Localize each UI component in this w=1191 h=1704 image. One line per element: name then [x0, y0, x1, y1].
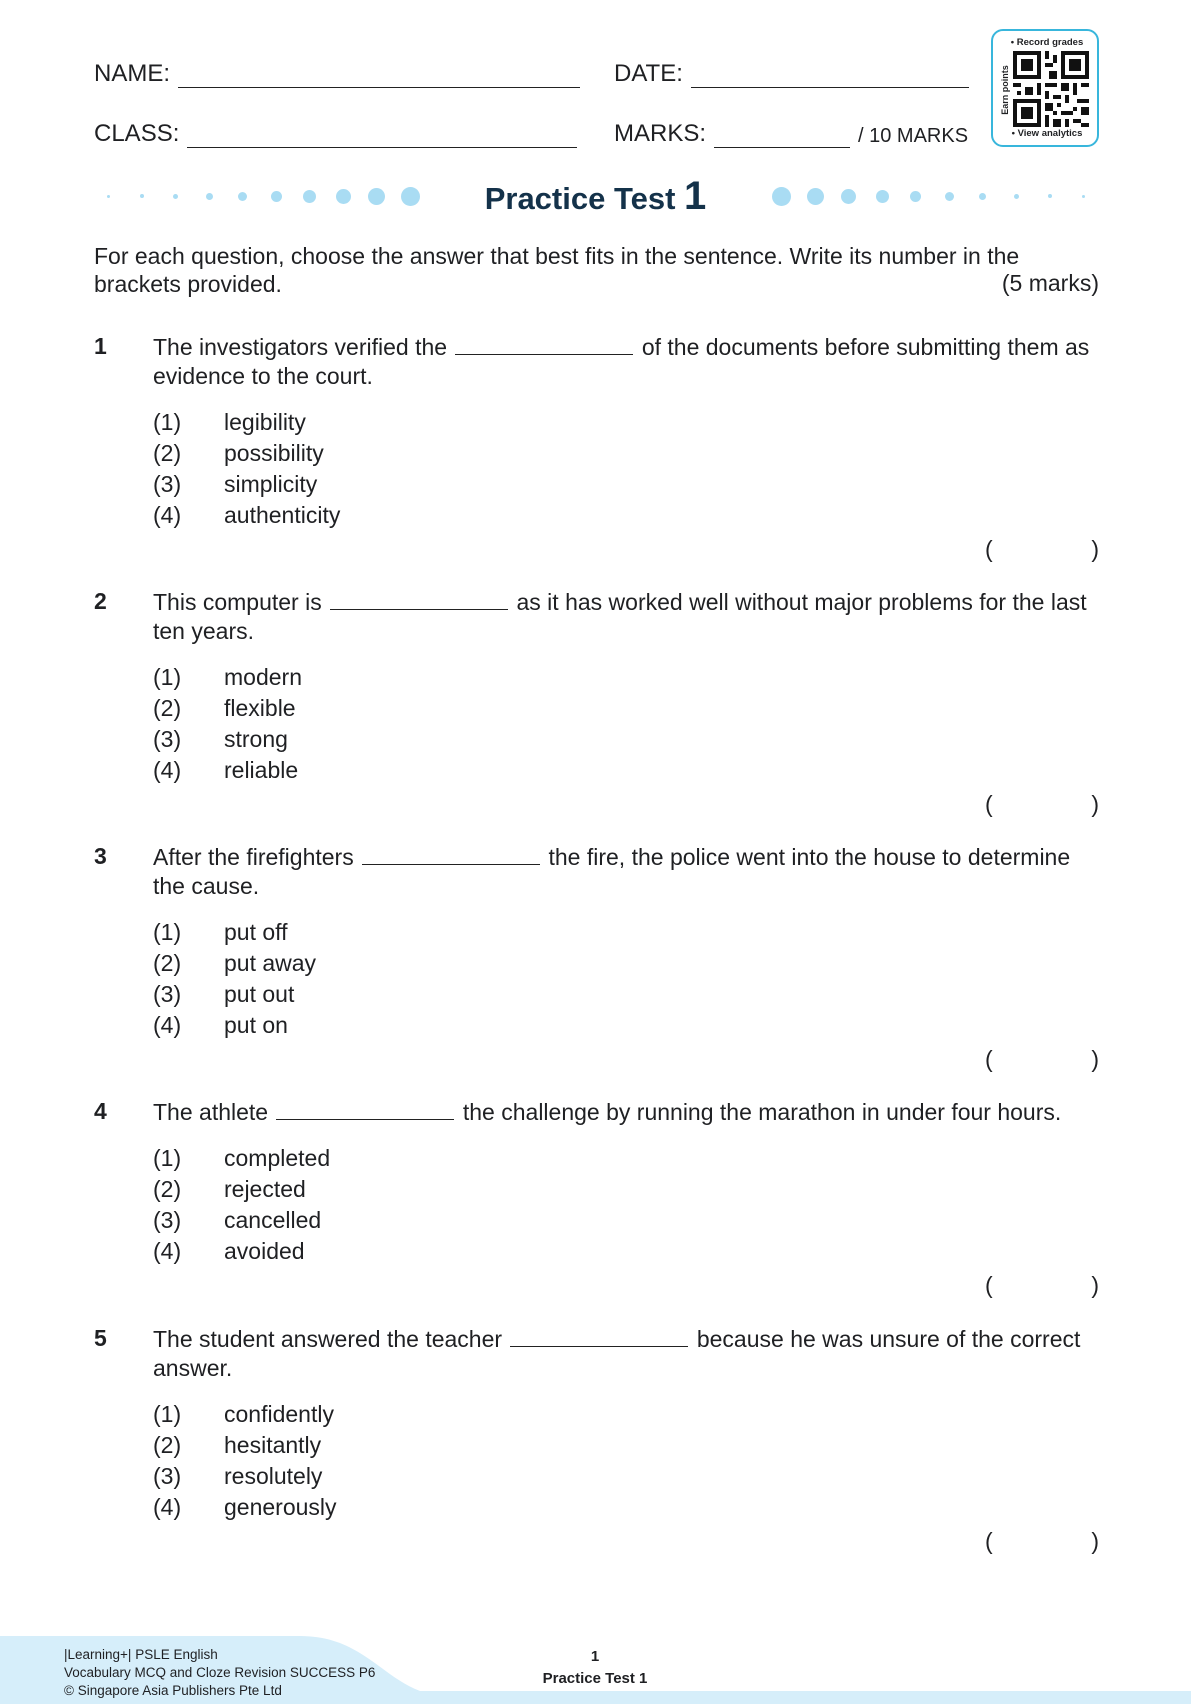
- decorative-dot: [238, 192, 247, 201]
- option[interactable]: [153, 502, 340, 533]
- option-text: authenticity: [224, 502, 341, 528]
- options-list: [153, 664, 302, 788]
- page-title: [440, 174, 751, 219]
- decorative-dot: [336, 189, 351, 204]
- options-list: [153, 409, 340, 533]
- decorative-dot: [1082, 195, 1085, 198]
- option-text: completed: [224, 1145, 331, 1171]
- question-text-before: After the firefighters: [153, 844, 354, 870]
- bracket-open: (: [985, 1046, 993, 1072]
- name-label: NAME:: [94, 60, 171, 87]
- question-text-before: The investigators verified the: [153, 334, 448, 360]
- qr-view-analytics: • View analytics: [1011, 128, 1083, 139]
- option-number: (4): [153, 757, 182, 783]
- answer-blank: [362, 847, 540, 865]
- option-number: (1): [153, 664, 182, 690]
- option-text: reliable: [224, 757, 299, 783]
- page-number: 1: [590, 1648, 600, 1665]
- option-number: (1): [153, 919, 182, 945]
- question-text-after: because he was unsure of the correct answer.: [153, 1326, 1081, 1381]
- option-number: (1): [153, 1145, 182, 1171]
- option[interactable]: [153, 1432, 337, 1463]
- option-number: (2): [153, 1176, 182, 1202]
- option[interactable]: [153, 695, 302, 726]
- option-number: (2): [153, 695, 182, 721]
- decorative-dot: [173, 194, 178, 199]
- option[interactable]: [153, 726, 302, 757]
- option[interactable]: [153, 1238, 330, 1269]
- question-text-before: The student answered the teacher: [153, 1326, 503, 1352]
- bracket-close: ): [1091, 1272, 1099, 1298]
- instructions: For each question, choose the answer that best fits in the sentence. Write its number in the brackets provided.: [94, 243, 1020, 297]
- option-text: legibility: [224, 409, 306, 435]
- option-number: (4): [153, 502, 182, 528]
- option-number: (2): [153, 1432, 182, 1458]
- option-number: (3): [153, 726, 182, 752]
- qr-badge[interactable]: [991, 29, 1099, 147]
- bracket-close: ): [1091, 1046, 1099, 1072]
- option-number: (3): [153, 1207, 182, 1233]
- option[interactable]: [153, 471, 340, 502]
- qr-record-grades: • Record grades: [1010, 37, 1084, 48]
- class-label: CLASS:: [94, 120, 180, 147]
- option-text: flexible: [224, 695, 296, 721]
- bracket-close: ): [1091, 1528, 1099, 1554]
- option-text: put away: [224, 950, 317, 976]
- decorative-dot: [303, 190, 316, 203]
- marks-label: MARKS:: [614, 120, 707, 147]
- bracket-open: (: [985, 1528, 993, 1554]
- footer-publication: [64, 1646, 375, 1700]
- footer-page-info: [520, 1646, 670, 1690]
- option-text: cancelled: [224, 1207, 322, 1233]
- bracket-close: ): [1091, 536, 1099, 562]
- question-text: [153, 333, 1099, 391]
- date-line[interactable]: [691, 66, 969, 88]
- decorative-dot: [979, 193, 986, 200]
- question-number: 4: [94, 1098, 107, 1124]
- decorative-dot: [945, 192, 954, 201]
- option[interactable]: [153, 440, 340, 471]
- option-text: resolutely: [224, 1463, 323, 1489]
- decorative-dot: [140, 194, 144, 198]
- bracket-close: ): [1091, 791, 1099, 817]
- option-text: put on: [224, 1012, 288, 1038]
- answer-blank: [455, 337, 633, 355]
- title-text: Practice Test: [484, 181, 676, 216]
- answer-bracket[interactable]: [985, 1528, 1099, 1555]
- option[interactable]: [153, 1463, 337, 1494]
- option-number: (4): [153, 1012, 182, 1038]
- option-text: strong: [224, 726, 288, 752]
- name-line[interactable]: [178, 66, 580, 88]
- option[interactable]: [153, 1207, 330, 1238]
- option-text: avoided: [224, 1238, 305, 1264]
- footer-book-title: Vocabulary MCQ and Cloze Revision SUCCESS P6: [64, 1665, 376, 1680]
- question-text-after: of the documents before submitting them as evidence to the court.: [153, 334, 1090, 389]
- option-number: (2): [153, 440, 182, 466]
- decorative-dot: [271, 191, 282, 202]
- option-number: (4): [153, 1494, 182, 1520]
- qr-earn-points: Earn points: [1000, 65, 1010, 115]
- class-field[interactable]: [94, 120, 577, 148]
- question-text: [153, 843, 1099, 901]
- options-list: [153, 919, 316, 1043]
- question-text: [153, 1098, 1099, 1127]
- bracket-open: (: [985, 791, 993, 817]
- decorative-dot: [401, 187, 420, 206]
- question-text: [153, 1325, 1099, 1383]
- option-number: (1): [153, 1401, 182, 1427]
- name-field[interactable]: [94, 60, 580, 88]
- option[interactable]: [153, 1401, 337, 1432]
- option-number: (2): [153, 950, 182, 976]
- option-text: simplicity: [224, 471, 318, 497]
- question-text-after: the fire, the police went into the house to determine the cause.: [153, 844, 1071, 899]
- answer-blank: [510, 1329, 688, 1347]
- option[interactable]: [153, 409, 340, 440]
- option-number: (1): [153, 409, 182, 435]
- option-number: (3): [153, 1463, 182, 1489]
- option-text: hesitantly: [224, 1432, 322, 1458]
- option-number: (3): [153, 471, 182, 497]
- title-number: 1: [684, 174, 707, 218]
- option-text: generously: [224, 1494, 337, 1520]
- options-list: [153, 1145, 330, 1269]
- bracket-open: (: [985, 1272, 993, 1298]
- bracket-open: (: [985, 536, 993, 562]
- marks-line[interactable]: [714, 126, 850, 148]
- class-line[interactable]: [187, 126, 577, 148]
- title-dots-right: [765, 183, 1100, 209]
- answer-bracket[interactable]: [985, 791, 1099, 818]
- decorative-dot: [206, 193, 213, 200]
- question-text-after: the challenge by running the marathon in under four hours.: [462, 1099, 1062, 1125]
- answer-blank: [330, 592, 508, 610]
- date-label: DATE:: [614, 60, 683, 87]
- option[interactable]: [153, 919, 316, 950]
- question-number: 1: [94, 333, 107, 359]
- option[interactable]: [153, 950, 316, 981]
- footer-page-title: Practice Test 1: [542, 1670, 648, 1687]
- decorative-dot: [368, 188, 385, 205]
- qr-code-icon: [1013, 51, 1089, 127]
- footer-copyright: © Singapore Asia Publishers Pte Ltd: [64, 1683, 282, 1698]
- instructions-marks: (5 marks): [1001, 270, 1099, 296]
- question-text-before: The athlete: [153, 1099, 269, 1125]
- decorative-dot: [841, 189, 856, 204]
- decorative-dot: [910, 191, 921, 202]
- option[interactable]: [153, 664, 302, 695]
- option-text: modern: [224, 664, 302, 690]
- date-field[interactable]: [614, 60, 969, 88]
- footer-series: |Learning+| PSLE English: [64, 1647, 218, 1662]
- question-number: 5: [94, 1325, 107, 1351]
- marks-field[interactable]: [614, 120, 968, 148]
- option-text: possibility: [224, 440, 324, 466]
- question-number: 2: [94, 588, 107, 614]
- option-text: put off: [224, 919, 288, 945]
- option-text: confidently: [224, 1401, 334, 1427]
- option[interactable]: [153, 1012, 316, 1043]
- decorative-dot: [876, 190, 889, 203]
- option[interactable]: [153, 1145, 330, 1176]
- option[interactable]: [153, 981, 316, 1012]
- answer-bracket[interactable]: [985, 536, 1099, 563]
- option[interactable]: [153, 1176, 330, 1207]
- decorative-dot: [807, 188, 824, 205]
- option-number: (4): [153, 1238, 182, 1264]
- option-number: (3): [153, 981, 182, 1007]
- title-dots-left: [92, 183, 427, 209]
- question-text-before: This computer is: [153, 589, 322, 615]
- decorative-dot: [1048, 194, 1052, 198]
- question-text-after: as it has worked well without major problems for the last ten years.: [153, 589, 1087, 644]
- answer-bracket[interactable]: [985, 1046, 1099, 1073]
- question-number: 3: [94, 843, 107, 869]
- options-list: [153, 1401, 337, 1525]
- answer-bracket[interactable]: [985, 1272, 1099, 1299]
- question-text: [153, 588, 1099, 646]
- decorative-dot: [1014, 194, 1019, 199]
- decorative-dot: [772, 187, 791, 206]
- answer-blank: [276, 1102, 454, 1120]
- marks-total: / 10 MARKS: [858, 125, 969, 147]
- option[interactable]: [153, 1494, 337, 1525]
- option-text: rejected: [224, 1176, 306, 1202]
- option-text: put out: [224, 981, 295, 1007]
- option[interactable]: [153, 757, 302, 788]
- decorative-dot: [107, 195, 110, 198]
